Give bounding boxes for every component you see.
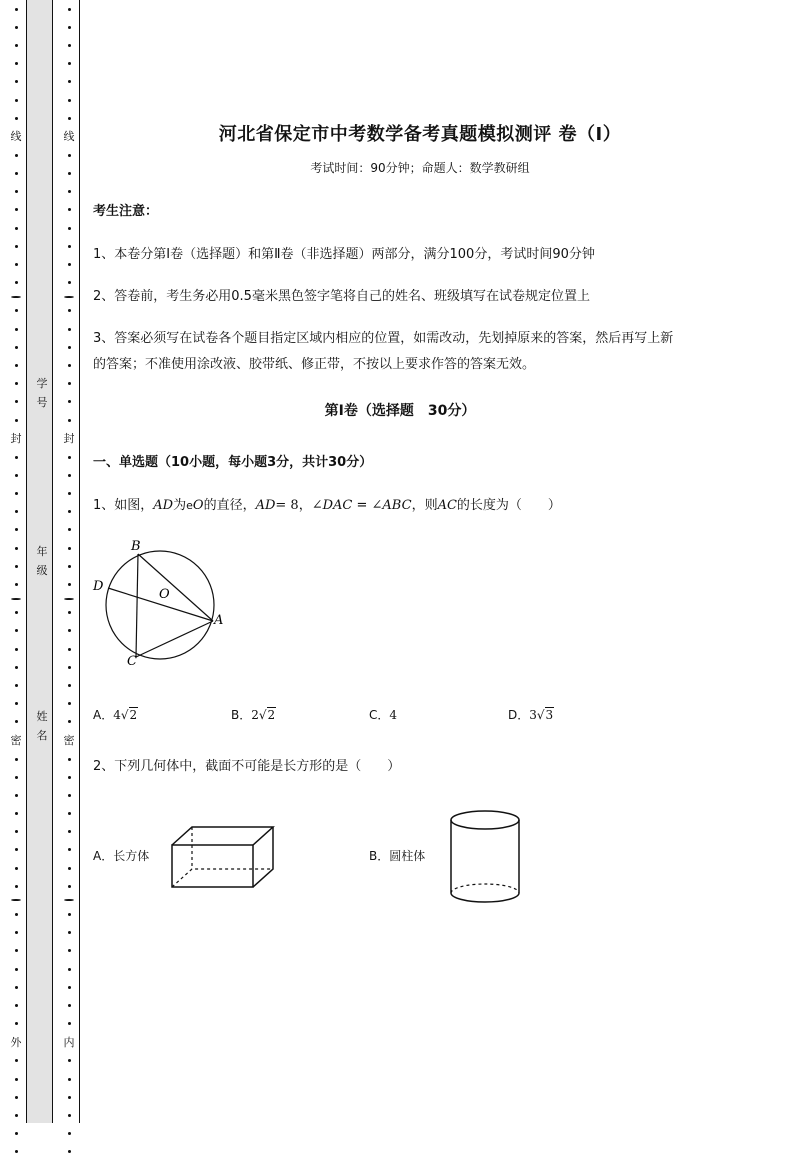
outer-binding-dot bbox=[15, 190, 18, 193]
outer-binding-dot bbox=[15, 382, 18, 385]
inner-binding-mark: 内 bbox=[63, 1035, 75, 1049]
outer-binding-dot bbox=[15, 80, 18, 83]
outer-binding-dot bbox=[15, 474, 18, 477]
outer-binding-circle-mark bbox=[11, 899, 21, 901]
outer-binding-dot bbox=[15, 629, 18, 632]
inner-binding-dot bbox=[68, 99, 71, 102]
inner-binding-dot bbox=[68, 830, 71, 833]
inner-binding-dot bbox=[68, 474, 71, 477]
cylinder-top bbox=[451, 811, 519, 829]
outer-binding-dot bbox=[15, 812, 18, 815]
inner-binding-dot bbox=[68, 227, 71, 230]
inner-binding-dot bbox=[68, 281, 71, 284]
outer-binding-dot bbox=[15, 154, 18, 157]
outer-binding-dot bbox=[15, 364, 18, 367]
cuboid-top-face bbox=[172, 827, 273, 845]
inner-binding-dot bbox=[68, 931, 71, 934]
inner-binding-dot bbox=[68, 1059, 71, 1062]
outer-binding-dot bbox=[15, 1096, 18, 1099]
inner-binding-dot bbox=[68, 949, 71, 952]
outer-binding-dot bbox=[15, 1078, 18, 1081]
inner-binding-dot bbox=[68, 117, 71, 120]
cuboid-figure bbox=[168, 823, 278, 891]
outer-binding-dot bbox=[15, 794, 18, 797]
outer-binding-mark: 密 bbox=[10, 733, 22, 747]
cylinder-figure bbox=[446, 807, 526, 907]
inner-binding-dot bbox=[68, 629, 71, 632]
inner-binding-dot bbox=[68, 154, 71, 157]
name-label: 姓名 bbox=[36, 710, 48, 742]
outer-binding-dot bbox=[15, 931, 18, 934]
inner-binding-dot bbox=[68, 794, 71, 797]
binding-inner-column bbox=[63, 0, 75, 1123]
inner-binding-dot bbox=[68, 968, 71, 971]
outer-binding-dot bbox=[15, 758, 18, 761]
outer-binding-dot bbox=[15, 885, 18, 888]
inner-binding-dot bbox=[68, 328, 71, 331]
q2-option-b[interactable]: B．圆柱体 bbox=[369, 849, 426, 863]
point-label-c: C bbox=[127, 654, 137, 669]
student-number-label: 学号 bbox=[36, 377, 48, 409]
inner-binding-dot bbox=[68, 720, 71, 723]
q1-option-a[interactable]: A．4√2 bbox=[93, 708, 138, 722]
outer-binding-dot bbox=[15, 666, 18, 669]
inner-binding-dot bbox=[68, 419, 71, 422]
inner-binding-dot bbox=[68, 867, 71, 870]
outer-binding-dot bbox=[15, 492, 18, 495]
inner-binding-dot bbox=[68, 702, 71, 705]
inner-binding-dot bbox=[68, 1132, 71, 1135]
outer-binding-dot bbox=[15, 1150, 18, 1153]
circle-o bbox=[106, 551, 214, 659]
outer-binding-dot bbox=[15, 1059, 18, 1062]
page-title: 河北省保定市中考数学备考真题模拟测评 卷（Ⅰ） bbox=[218, 124, 622, 145]
outer-binding-dot bbox=[15, 949, 18, 952]
inner-binding-dot bbox=[68, 812, 71, 815]
outer-binding-dot bbox=[15, 702, 18, 705]
outer-binding-dot bbox=[15, 1004, 18, 1007]
section-title: 第Ⅰ卷（选择题 30分） bbox=[324, 403, 476, 419]
inner-binding-dot bbox=[68, 1096, 71, 1099]
outer-binding-circle-mark bbox=[11, 296, 21, 298]
inner-binding-dot bbox=[68, 1078, 71, 1081]
outer-binding-dot bbox=[15, 309, 18, 312]
point-label-d: D bbox=[93, 579, 104, 594]
q1-option-b[interactable]: B．2√2 bbox=[231, 708, 276, 722]
outer-binding-dot bbox=[15, 62, 18, 65]
outer-binding-dot bbox=[15, 456, 18, 459]
inner-binding-dot bbox=[68, 26, 71, 29]
inner-binding-dot bbox=[68, 456, 71, 459]
outer-binding-dot bbox=[15, 419, 18, 422]
outer-binding-dot bbox=[15, 26, 18, 29]
exam-info: 考试时间：90分钟；命题人：数学教研组 bbox=[310, 161, 530, 175]
outer-binding-dot bbox=[15, 1132, 18, 1135]
q1-option-c[interactable]: C．4 bbox=[369, 708, 398, 722]
outer-binding-dot bbox=[15, 986, 18, 989]
inner-binding-dot bbox=[68, 758, 71, 761]
inner-binding-dot bbox=[68, 492, 71, 495]
outer-binding-dot bbox=[15, 830, 18, 833]
inner-binding-dot bbox=[68, 1004, 71, 1007]
cylinder-bottom-front bbox=[451, 893, 519, 902]
inner-binding-dot bbox=[68, 510, 71, 513]
outer-binding-dot bbox=[15, 99, 18, 102]
inner-binding-dot bbox=[68, 309, 71, 312]
inner-binding-dot bbox=[68, 611, 71, 614]
segment-bc bbox=[136, 554, 138, 657]
inner-binding-circle-mark bbox=[64, 296, 74, 298]
inner-binding-dot bbox=[68, 62, 71, 65]
outer-binding-dot bbox=[15, 8, 18, 11]
outer-binding-dot bbox=[15, 1114, 18, 1117]
inner-binding-mark: 封 bbox=[63, 432, 75, 446]
outer-binding-mark: 封 bbox=[10, 432, 22, 446]
q2-option-a[interactable]: A．长方体 bbox=[93, 849, 150, 863]
inner-binding-dot bbox=[68, 1150, 71, 1153]
outer-binding-dot bbox=[15, 245, 18, 248]
section-subheading: 一、单选题（10小题，每小题3分，共计30分） bbox=[93, 455, 373, 470]
outer-binding-dot bbox=[15, 968, 18, 971]
point-label-o: O bbox=[159, 587, 170, 602]
outer-binding-dot bbox=[15, 684, 18, 687]
outer-binding-dot bbox=[15, 528, 18, 531]
outer-binding-dot bbox=[15, 117, 18, 120]
outer-binding-dot bbox=[15, 44, 18, 47]
outer-binding-dot bbox=[15, 263, 18, 266]
outer-binding-dot bbox=[15, 172, 18, 175]
cylinder-bottom-back bbox=[451, 884, 519, 893]
inner-binding-dot bbox=[68, 382, 71, 385]
inner-binding-dot bbox=[68, 346, 71, 349]
outer-binding-dot bbox=[15, 400, 18, 403]
inner-binding-dot bbox=[68, 547, 71, 550]
notice-item: 1、本卷分第Ⅰ卷（选择题）和第Ⅱ卷（非选择题）两部分，满分100分，考试时间90分钟 bbox=[93, 247, 595, 262]
inner-binding-circle-mark bbox=[64, 899, 74, 901]
outer-binding-dot bbox=[15, 281, 18, 284]
inner-binding-circle-mark bbox=[64, 598, 74, 600]
inner-binding-dot bbox=[68, 364, 71, 367]
outer-binding-dot bbox=[15, 227, 18, 230]
inner-binding-dot bbox=[68, 172, 71, 175]
grade-label: 年级 bbox=[36, 545, 48, 577]
inner-binding-dot bbox=[68, 583, 71, 586]
outer-binding-dot bbox=[15, 510, 18, 513]
outer-binding-dot bbox=[15, 848, 18, 851]
question-1-text: 1、如图，AD为eO的直径，AD= 8，∠DAC = ∠ABC，则AC的长度为（ ） bbox=[93, 498, 561, 513]
inner-binding-dot bbox=[68, 44, 71, 47]
inner-binding-mark: 线 bbox=[63, 130, 75, 144]
notice-item: 3、答案必须写在试卷各个题目指定区域内相应的位置，如需改动，先划掉原来的答案，然后再写上新 bbox=[93, 331, 674, 346]
inner-binding-mark: 密 bbox=[63, 733, 75, 747]
notice-item: 2、答卷前，考生务必用0.5毫米黑色签字笔将自己的姓名、班级填写在试卷规定位置上 bbox=[93, 289, 590, 304]
outer-binding-dot bbox=[15, 776, 18, 779]
inner-binding-dot bbox=[68, 400, 71, 403]
point-label-b: B bbox=[131, 539, 141, 554]
outer-binding-dot bbox=[15, 583, 18, 586]
outer-binding-dot bbox=[15, 328, 18, 331]
inner-binding-dot bbox=[68, 684, 71, 687]
inner-binding-dot bbox=[68, 1022, 71, 1025]
inner-binding-dot bbox=[68, 1114, 71, 1117]
cuboid-front-face bbox=[172, 845, 253, 887]
q1-option-d[interactable]: D．3√3 bbox=[508, 708, 554, 722]
inner-binding-dot bbox=[68, 245, 71, 248]
point-label-a: A bbox=[214, 613, 224, 628]
outer-binding-dot bbox=[15, 648, 18, 651]
outer-binding-mark: 线 bbox=[10, 130, 22, 144]
outer-binding-dot bbox=[15, 208, 18, 211]
inner-binding-dot bbox=[68, 776, 71, 779]
inner-binding-dot bbox=[68, 190, 71, 193]
inner-binding-dot bbox=[68, 80, 71, 83]
inner-binding-dot bbox=[68, 263, 71, 266]
inner-binding-dot bbox=[68, 986, 71, 989]
notice-item: 的答案；不准使用涂改液、胶带纸、修正带，不按以上要求作答的答案无效。 bbox=[93, 357, 536, 372]
outer-binding-dot bbox=[15, 611, 18, 614]
inner-binding-dot bbox=[68, 666, 71, 669]
inner-binding-dot bbox=[68, 208, 71, 211]
outer-binding-mark: 外 bbox=[10, 1035, 22, 1049]
binding-rule bbox=[79, 0, 80, 1123]
outer-binding-dot bbox=[15, 913, 18, 916]
outer-binding-dot bbox=[15, 1022, 18, 1025]
outer-binding-circle-mark bbox=[11, 598, 21, 600]
circle-figure bbox=[90, 535, 230, 670]
outer-binding-dot bbox=[15, 547, 18, 550]
inner-binding-dot bbox=[68, 565, 71, 568]
inner-binding-dot bbox=[68, 913, 71, 916]
inner-binding-dot bbox=[68, 528, 71, 531]
segment-ba bbox=[138, 554, 213, 621]
inner-binding-dot bbox=[68, 648, 71, 651]
inner-binding-dot bbox=[68, 8, 71, 11]
outer-binding-dot bbox=[15, 346, 18, 349]
notice-heading: 考生注意： bbox=[93, 204, 159, 219]
cuboid-hidden-edges bbox=[172, 869, 273, 887]
question-2-text: 2、下列几何体中，截面不可能是长方形的是（ ） bbox=[93, 759, 401, 774]
outer-binding-dot bbox=[15, 867, 18, 870]
outer-binding-dot bbox=[15, 565, 18, 568]
binding-outer-column bbox=[10, 0, 22, 1123]
inner-binding-dot bbox=[68, 885, 71, 888]
outer-binding-dot bbox=[15, 720, 18, 723]
inner-binding-dot bbox=[68, 848, 71, 851]
